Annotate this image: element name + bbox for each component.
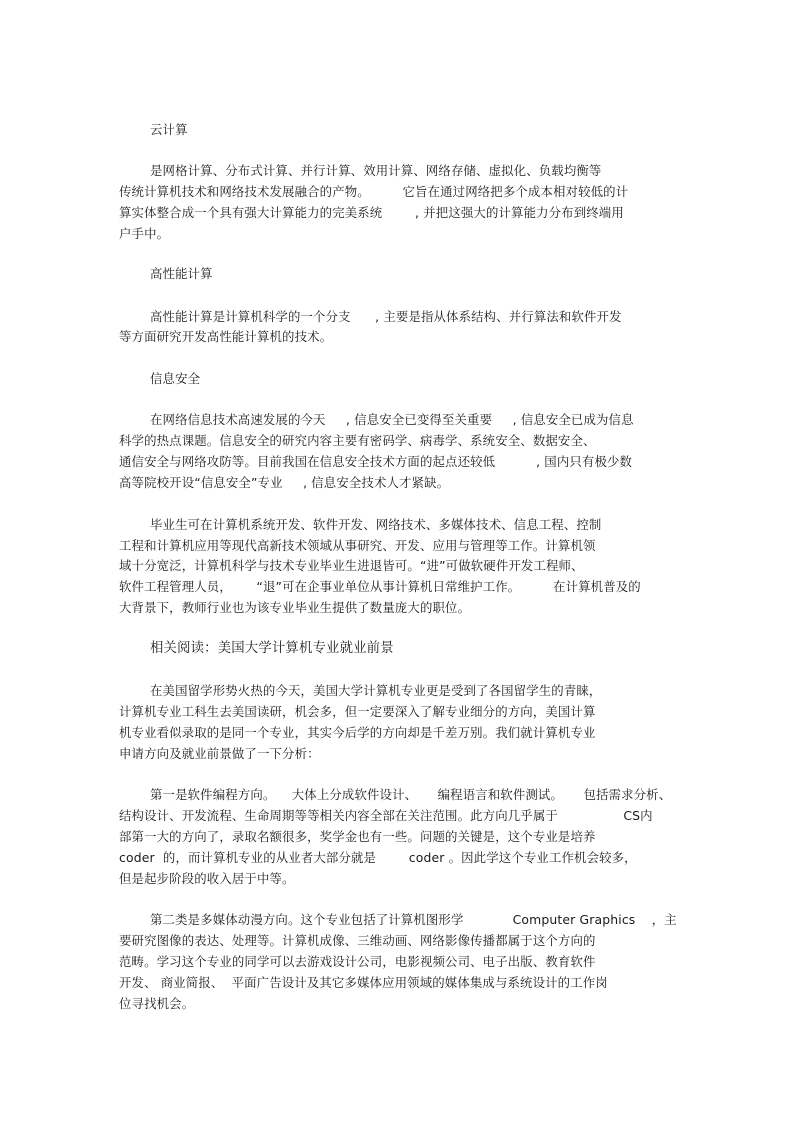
paragraph-line: 等方面研究开发高性能计算机的技术。 [119,329,333,344]
paragraph-line: 高等院校开设“信息安全”专业 , 信息安全技术人才紧缺。 [119,475,450,490]
paragraph-line: 但是起步阶段的收入居于中等。 [119,871,295,886]
paragraph-line: 机专业看似录取的是同一个专业，其实今后学的方向却是千差万别。我们就计算机专业 [119,725,596,740]
paragraph-line: 位寻找机会。 [119,996,195,1011]
heading-high-performance-computing: 高性能计算 [150,266,213,281]
heading-information-security: 信息安全 [150,371,201,386]
paragraph-line: 申请方向及就业前景做了一下分析： [119,746,320,761]
paragraph-line: 要研究图像的表达、处理等。计算机成像、三维动画、网络影像传播都属于这个方向的 [119,933,596,948]
paragraph-line: 范畴。学习这个专业的同学可以去游戏设计公司，电影视频公司、电子出版、教育软件 [119,954,596,969]
paragraph-line: 在美国留学形势火热的今天，美国大学计算机专业更是受到了各国留学生的青睐， [150,683,602,698]
paragraph-line: 传统计算机技术和网络技术发展融合的产物。 它旨在通过网络把多个成本相对较低的计 [119,184,629,199]
heading-cloud-computing: 云计算 [150,122,188,137]
paragraph-line: 大背景下，教师行业也为该专业毕业生提供了数量庞大的职位。 [119,600,471,615]
paragraph-line: 部第一大的方向了，录取名额很多，奖学金也有一些。问题的关键是，这个专业是培养 [119,829,596,844]
paragraph-line: 结构设计、开发流程、生命周期等等相关内容全部在关注范围。此方向几乎属于 CS内 [119,808,653,823]
paragraph-line: 是网格计算、分布式计算、并行计算、效用计算、网络存储、虚拟化、负载均衡等 [150,163,602,178]
paragraph-line: 户手中。 [119,226,170,241]
paragraph-line: 毕业生可在计算机系统开发、软件开发、网络技术、多媒体技术、信息工程、控制 [150,517,602,532]
heading-related-reading: 相关阅读：美国大学计算机专业就业前景 [150,641,394,656]
paragraph-line: 计算机专业工科生去美国读研，机会多，但一定要深入了解专业细分的方向，美国计算 [119,704,596,719]
paragraph-line: 工程和计算机应用等现代高新技术领域从事研究、开发、应用与管理等工作。计算机领 [119,538,596,553]
paragraph-line: 科学的热点课题。信息安全的研究内容主要有密码学、病毒学、系统安全、数据安全、 [119,433,596,448]
paragraph-line: 开发、 商业简报、 平面广告设计及其它多媒体应用领域的媒体集成与系统设计的工作岗 [119,975,608,990]
paragraph-line: 域十分宽泛，计算机科学与技术专业毕业生进退皆可。“进”可做软硬件开发工程师、 [119,558,584,573]
paragraph-line: 第二类是多媒体动漫方向。这个专业包括了计算机图形学 Computer Graphics ，主 [150,912,677,927]
paragraph-line: 高性能计算是计算机科学的一个分支 , 主要是指从体系结构、并行算法和软件开发 [150,309,622,324]
paragraph-line: 通信安全与网络攻防等。目前我国在信息安全技术方面的起点还较低 , 国内只有极少数 [119,454,633,469]
paragraph-line: 软件工程管理人员， “退”可在企事业单位从事计算机日常维护工作。 在计算机普及的 [119,579,641,594]
paragraph-line: 第一是软件编程方向。 大体上分成软件设计、 编程语言和软件测试。 包括需求分析、 [150,787,672,802]
paragraph-line: coder 的，而计算机专业的从业者大部分就是 coder 。因此学这个专业工作机会较多， [119,850,637,865]
paragraph-line: 在网络信息技术高速发展的今天 , 信息安全已变得至关重要 , 信息安全已成为信息 [150,412,634,427]
paragraph-line: 算实体整合成一个具有强大计算能力的完美系统 , 并把这强大的计算能力分布到终端用 [119,205,624,220]
